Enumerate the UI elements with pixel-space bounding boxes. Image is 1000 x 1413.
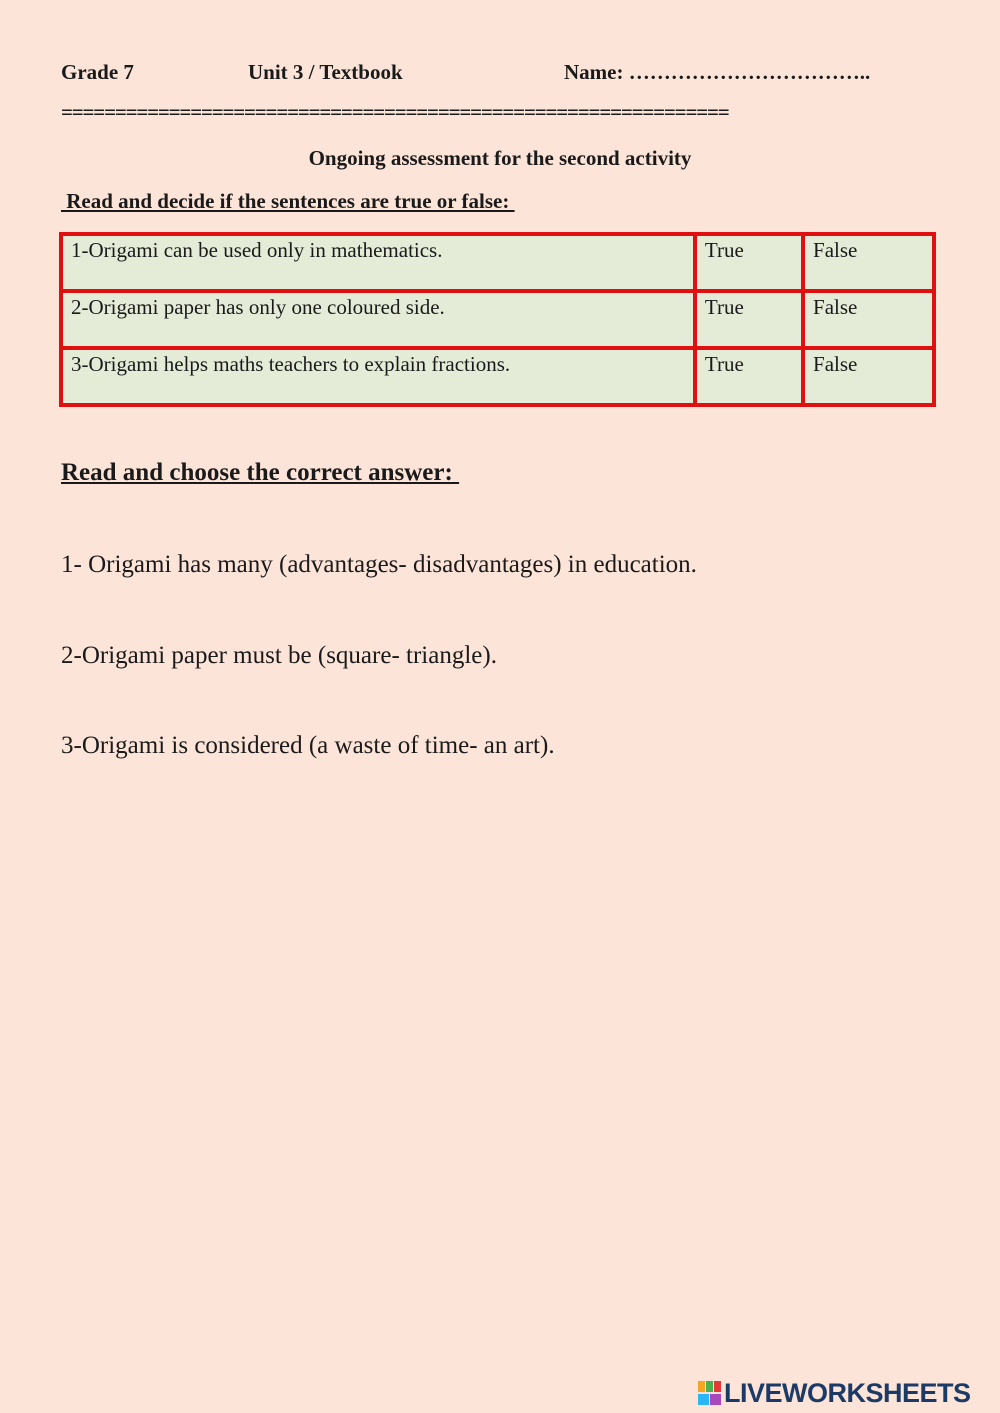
choice-question-3[interactable]: 3-Origami is considered (a waste of time- an art).: [61, 732, 555, 759]
header-divider: ==============================================================: [61, 100, 729, 124]
false-option[interactable]: False: [803, 234, 934, 291]
false-option[interactable]: False: [803, 348, 934, 405]
true-option[interactable]: True: [695, 348, 803, 405]
statement-cell: 3-Origami helps maths teachers to explain fractions.: [61, 348, 695, 405]
brand-text: LIVEWORKSHEETS: [724, 1377, 971, 1408]
true-false-instruction: Read and decide if the sentences are true or false:: [61, 189, 515, 213]
false-option[interactable]: False: [803, 291, 934, 348]
grade-label: Grade 7: [61, 60, 134, 84]
table-row: [61, 291, 934, 348]
true-false-table: [59, 232, 936, 407]
liveworksheets-logo-icon: [698, 1381, 722, 1405]
liveworksheets-branding: [698, 1375, 971, 1411]
true-option[interactable]: True: [695, 234, 803, 291]
table-row: [61, 348, 934, 405]
table-row: [61, 234, 934, 291]
choice-question-2[interactable]: 2-Origami paper must be (square- triangle).: [61, 642, 497, 669]
multiple-choice-instruction: Read and choose the correct answer:: [61, 459, 460, 486]
page-title: Ongoing assessment for the second activity: [308, 146, 692, 170]
unit-label: Unit 3 / Textbook: [248, 60, 403, 84]
statement-cell: 2-Origami paper has only one coloured side.: [61, 291, 695, 348]
statement-cell: 1-Origami can be used only in mathematics.: [61, 234, 695, 291]
choice-question-1[interactable]: 1- Origami has many (advantages- disadvantages) in education.: [61, 551, 697, 578]
true-option[interactable]: True: [695, 291, 803, 348]
name-field[interactable]: Name: ……………………………..: [564, 60, 871, 84]
worksheet-header: [61, 60, 941, 90]
